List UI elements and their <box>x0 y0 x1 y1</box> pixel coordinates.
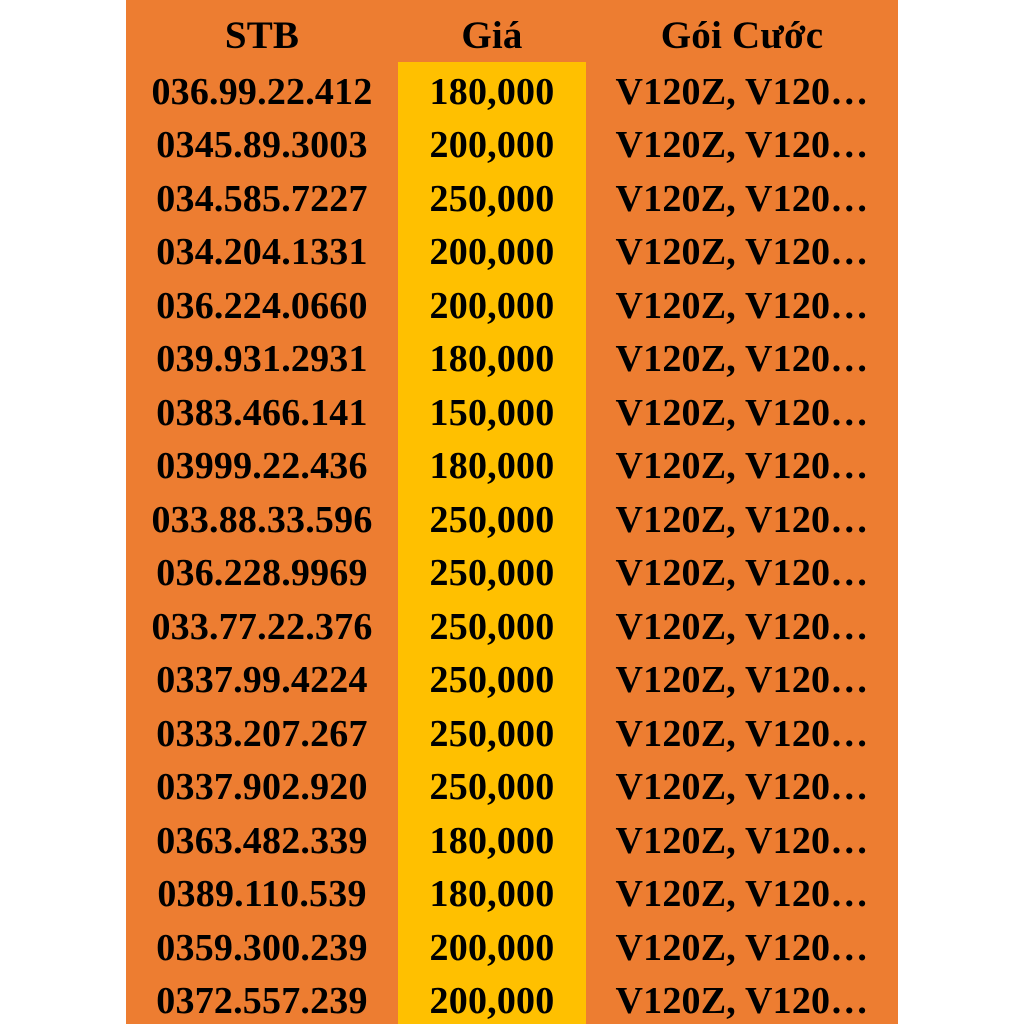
table-row <box>126 226 898 279</box>
table-row <box>126 172 898 225</box>
cell-price: 200,000 <box>429 284 555 327</box>
cell-phone-number: 03999.22.436 <box>156 445 368 487</box>
cell-phone-number: 034.204.1331 <box>156 231 368 273</box>
cell-plan: V120Z, V120… <box>615 284 869 327</box>
cell-plan: V120Z, V120… <box>615 766 869 808</box>
cell-plan: V120Z, V120… <box>615 926 869 969</box>
cell-phone-number: 0359.300.239 <box>156 926 368 969</box>
cell-phone-number: 0372.557.239 <box>156 980 368 1022</box>
table-row <box>126 333 898 386</box>
cell-price: 200,000 <box>429 980 555 1022</box>
cell-price: 250,000 <box>429 605 555 648</box>
cell-plan: V120Z, V120… <box>615 70 869 113</box>
cell-phone-number: 0389.110.539 <box>157 873 367 915</box>
cell-phone-number: 039.931.2931 <box>156 338 368 380</box>
cell-price: 180,000 <box>429 819 555 862</box>
table-header <box>126 8 898 62</box>
table-row <box>126 921 898 974</box>
cell-price: 200,000 <box>429 231 555 273</box>
cell-price: 250,000 <box>429 177 555 220</box>
cell-plan: V120Z, V120… <box>615 391 869 434</box>
cell-phone-number: 0363.482.339 <box>156 819 368 862</box>
table-row <box>126 707 898 760</box>
cell-price: 200,000 <box>429 926 555 969</box>
cell-phone-number: 033.77.22.376 <box>151 605 373 648</box>
cell-phone-number: 0383.466.141 <box>156 391 368 434</box>
price-list-sheet <box>126 0 898 1024</box>
cell-phone-number: 034.585.7227 <box>156 177 368 220</box>
cell-phone-number: 036.99.22.412 <box>151 70 373 113</box>
table-row <box>126 975 898 1024</box>
cell-price: 250,000 <box>429 552 555 594</box>
cell-phone-number: 033.88.33.596 <box>151 498 373 541</box>
cell-price: 250,000 <box>429 712 555 755</box>
cell-plan: V120Z, V120… <box>615 605 869 648</box>
cell-plan: V120Z, V120… <box>615 231 869 273</box>
cell-plan: V120Z, V120… <box>615 445 869 487</box>
cell-phone-number: 0337.902.920 <box>156 766 368 808</box>
cell-price: 200,000 <box>429 124 555 166</box>
cell-plan: V120Z, V120… <box>615 873 869 915</box>
cell-plan: V120Z, V120… <box>615 498 869 541</box>
cell-plan: V120Z, V120… <box>615 338 869 380</box>
cell-phone-number: 0337.99.4224 <box>156 659 368 701</box>
header-plan: Gói Cước <box>660 13 824 57</box>
table-row <box>126 279 898 332</box>
table-row <box>126 547 898 600</box>
table-row <box>126 493 898 546</box>
cell-plan: V120Z, V120… <box>615 177 869 220</box>
cell-price: 180,000 <box>429 445 555 487</box>
table-row <box>126 440 898 493</box>
table-row <box>126 119 898 172</box>
cell-phone-number: 0333.207.267 <box>156 712 368 755</box>
cell-plan: V120Z, V120… <box>615 552 869 594</box>
cell-phone-number: 036.228.9969 <box>156 552 368 594</box>
cell-price: 250,000 <box>429 498 555 541</box>
cell-plan: V120Z, V120… <box>615 712 869 755</box>
cell-plan: V120Z, V120… <box>615 124 869 166</box>
header-stb: STB <box>224 13 300 57</box>
table-row <box>126 386 898 439</box>
cell-plan: V120Z, V120… <box>615 980 869 1022</box>
cell-price: 180,000 <box>429 70 555 113</box>
table-row <box>126 654 898 707</box>
cell-price: 180,000 <box>429 338 555 380</box>
cell-plan: V120Z, V120… <box>615 819 869 862</box>
cell-price: 250,000 <box>429 659 555 701</box>
cell-plan: V120Z, V120… <box>615 659 869 701</box>
table-row <box>126 65 898 118</box>
table-row <box>126 600 898 653</box>
cell-phone-number: 036.224.0660 <box>156 284 368 327</box>
table-row <box>126 761 898 814</box>
cell-price: 180,000 <box>429 873 555 915</box>
header-price: Giá <box>461 13 523 57</box>
table-row <box>126 868 898 921</box>
cell-price: 250,000 <box>429 766 555 808</box>
cell-phone-number: 0345.89.3003 <box>156 124 368 166</box>
cell-price: 150,000 <box>429 391 555 434</box>
table-row <box>126 814 898 867</box>
